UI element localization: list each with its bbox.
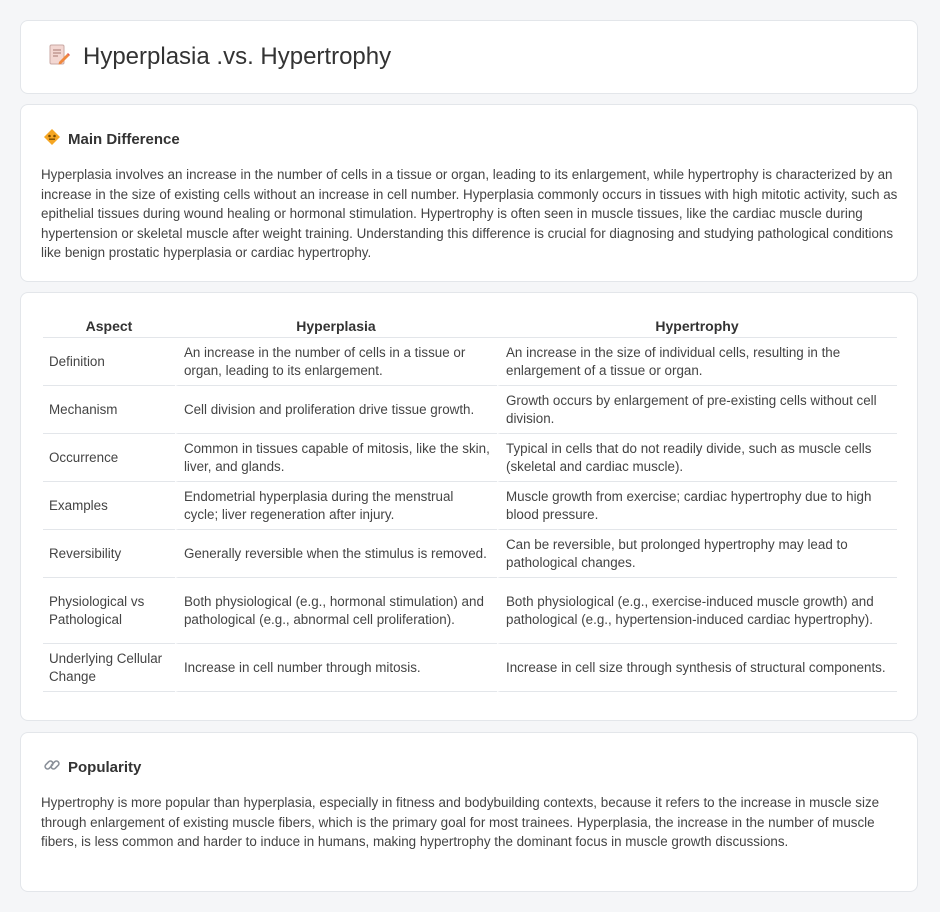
aspect-cell: Reversibility — [43, 530, 175, 578]
comparison-card — [20, 292, 918, 721]
popularity-card — [20, 732, 918, 892]
main-difference-text: Hyperplasia involves an increase in the number of cells in a tissue or organ, leading to its enlargement, while hypertrophy is characterized by an increase in the size of existing cells without an increase in cell number. Hyperplasia commonly occurs in tissues with high mitotic activity, such as epithelial tissues during wound healing or hormonal stimulation. Hypertrophy is often seen in muscle tissues, like the cardiac muscle during hypertension or skeletal muscle after weight training. Understanding this difference is crucial for diagnosing and studying pathological conditions like benign prostatic hyperplasia or cardiac hypertrophy. — [41, 167, 898, 261]
table-row — [43, 386, 897, 434]
main-difference-card — [20, 104, 918, 282]
comparison-table — [43, 315, 897, 692]
header-hyperplasia: Hyperplasia — [175, 315, 497, 338]
hypertrophy-cell: Typical in cells that do not readily divide, such as muscle cells (skeletal and cardiac muscle). — [497, 434, 897, 482]
hypertrophy-cell: Can be reversible, but prolonged hypertrophy may lead to pathological changes. — [497, 530, 897, 578]
hyperplasia-cell: Endometrial hyperplasia during the menstrual cycle; liver regeneration after injury. — [175, 482, 497, 530]
hypertrophy-cell: An increase in the size of individual cells, resulting in the enlargement of a tissue or organ. — [497, 338, 897, 386]
diamond-icon — [43, 128, 61, 151]
page-title: Hyperplasia .vs. Hypertrophy — [83, 43, 392, 70]
title-card — [20, 20, 918, 94]
hypertrophy-cell: Growth occurs by enlargement of pre-existing cells without cell division. — [497, 386, 897, 434]
hypertrophy-cell: Both physiological (e.g., exercise-induced muscle growth) and pathological (e.g., hypertension-induced cardiac hypertrophy). — [497, 578, 897, 644]
document-pencil-icon — [47, 43, 71, 72]
popularity-heading: Popularity — [68, 759, 142, 776]
table-row — [43, 338, 897, 386]
table-row — [43, 578, 897, 644]
hyperplasia-cell: Both physiological (e.g., hormonal stimulation) and pathological (e.g., abnormal cell proliferation). — [175, 578, 497, 644]
hyperplasia-cell: An increase in the number of cells in a tissue or organ, leading to its enlargement. — [175, 338, 497, 386]
table-row — [43, 644, 897, 692]
table-row — [43, 530, 897, 578]
hypertrophy-cell: Increase in cell size through synthesis of structural components. — [497, 644, 897, 692]
aspect-cell: Mechanism — [43, 386, 175, 434]
aspect-cell: Definition — [43, 338, 175, 386]
main-difference-heading: Main Difference — [68, 131, 180, 148]
hypertrophy-cell: Muscle growth from exercise; cardiac hypertrophy due to high blood pressure. — [497, 482, 897, 530]
hyperplasia-cell: Generally reversible when the stimulus is removed. — [175, 530, 497, 578]
aspect-cell: Occurrence — [43, 434, 175, 482]
popularity-text: Hypertrophy is more popular than hyperplasia, especially in fitness and bodybuilding contexts, because it refers to the increase in muscle size through enlargement of existing muscle fibers, which is the primary goal for most trainees. Hyperplasia, the increase in the number of muscle fibers, is less common and harder to induce in humans, making hypertrophy the dominant focus in muscle growth discussions. — [41, 795, 880, 850]
header-hypertrophy: Hypertrophy — [497, 315, 897, 338]
link-icon — [43, 756, 61, 779]
hyperplasia-cell: Cell division and proliferation drive tissue growth. — [175, 386, 497, 434]
aspect-cell: Examples — [43, 482, 175, 530]
table-header-row — [43, 315, 897, 338]
hyperplasia-cell: Common in tissues capable of mitosis, like the skin, liver, and glands. — [175, 434, 497, 482]
aspect-cell: Physiological vs Pathological — [43, 578, 175, 644]
hyperplasia-cell: Increase in cell number through mitosis. — [175, 644, 497, 692]
table-row — [43, 434, 897, 482]
table-row — [43, 482, 897, 530]
aspect-cell: Underlying Cellular Change — [43, 644, 175, 692]
header-aspect: Aspect — [43, 315, 175, 338]
